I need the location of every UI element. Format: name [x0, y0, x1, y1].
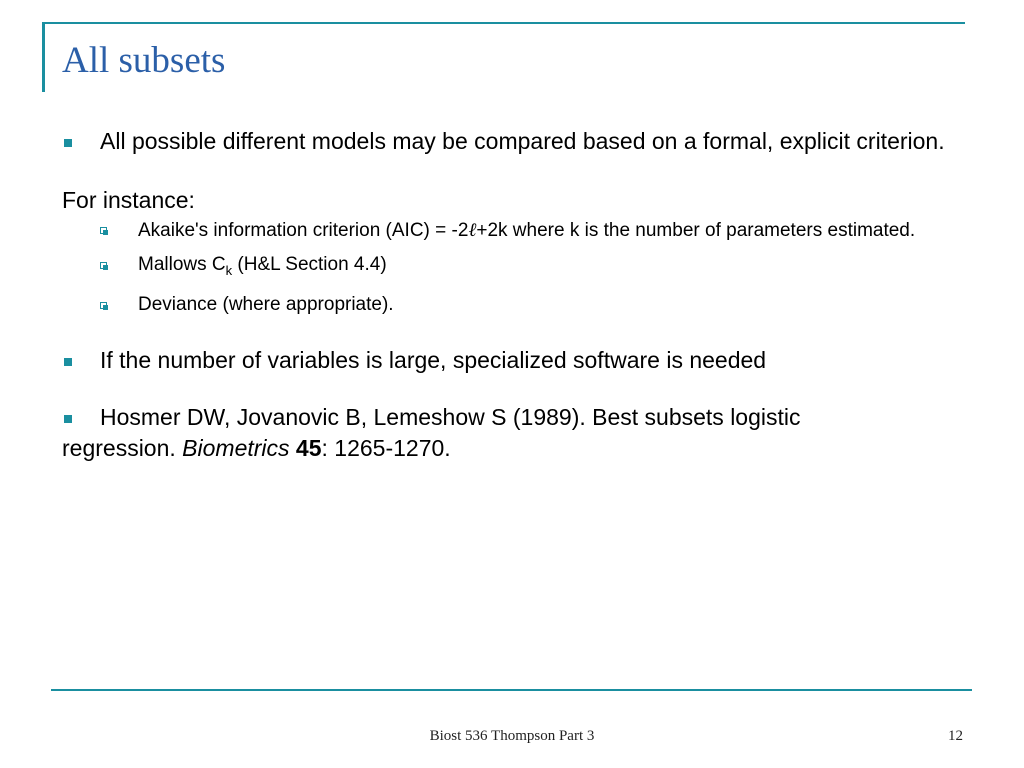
- footer-text: Biost 536 Thompson Part 3: [429, 728, 595, 744]
- mallows-subscript: k: [225, 262, 233, 278]
- hollow-square-bullet-icon: [100, 262, 107, 269]
- footer-divider-line: [51, 689, 972, 691]
- reference-regression: regression.: [62, 434, 183, 461]
- mallows-rest: (H&L Section 4.4): [232, 254, 387, 275]
- spacer: [62, 157, 962, 185]
- slide-title: All subsets: [62, 40, 226, 81]
- bullet-text: If the number of variables is large, specialized software is needed: [100, 346, 767, 373]
- reference-journal: Biometrics: [182, 434, 290, 461]
- sub-bullet-deviance: [62, 291, 962, 319]
- bullet-all-possible-models: [62, 126, 962, 157]
- reference-pages: : 1265-1270.: [321, 434, 451, 461]
- reference-volume: 45: [295, 434, 322, 461]
- for-instance-label: For instance:: [62, 187, 195, 213]
- frame-left-line: [42, 22, 45, 92]
- spacer: [62, 319, 962, 345]
- spacer: [62, 376, 962, 402]
- reference-continuation: [62, 433, 962, 464]
- bullet-hosmer-reference: [62, 402, 962, 433]
- mallows-text: Mallows C: [138, 254, 226, 275]
- sub-bullet-aic: [62, 216, 962, 245]
- hollow-square-bullet-icon: [100, 227, 107, 234]
- ell-symbol: ℓ: [468, 219, 477, 241]
- aic-text-after: +2k where k is the number of parameters estimated.: [476, 220, 916, 241]
- square-bullet-icon: [64, 139, 72, 147]
- reference-text: Hosmer DW, Jovanovic B, Lemeshow S (1989). Best subsets logistic: [100, 403, 801, 430]
- slide-content: [62, 126, 962, 464]
- sub-bullet-mallows: [62, 251, 962, 285]
- square-bullet-icon: [64, 415, 72, 423]
- square-bullet-icon: [64, 358, 72, 366]
- deviance-text: Deviance (where appropriate).: [138, 293, 394, 315]
- aic-text-before: Akaike's information criterion (AIC) = -2: [138, 220, 469, 241]
- page-number: 12: [948, 728, 963, 744]
- hollow-square-bullet-icon: [100, 302, 107, 309]
- bullet-text: All possible different models may be compared based on a formal, explicit criterion.: [100, 128, 945, 154]
- frame-top-line: [42, 22, 965, 24]
- bullet-large-variables: [62, 345, 962, 376]
